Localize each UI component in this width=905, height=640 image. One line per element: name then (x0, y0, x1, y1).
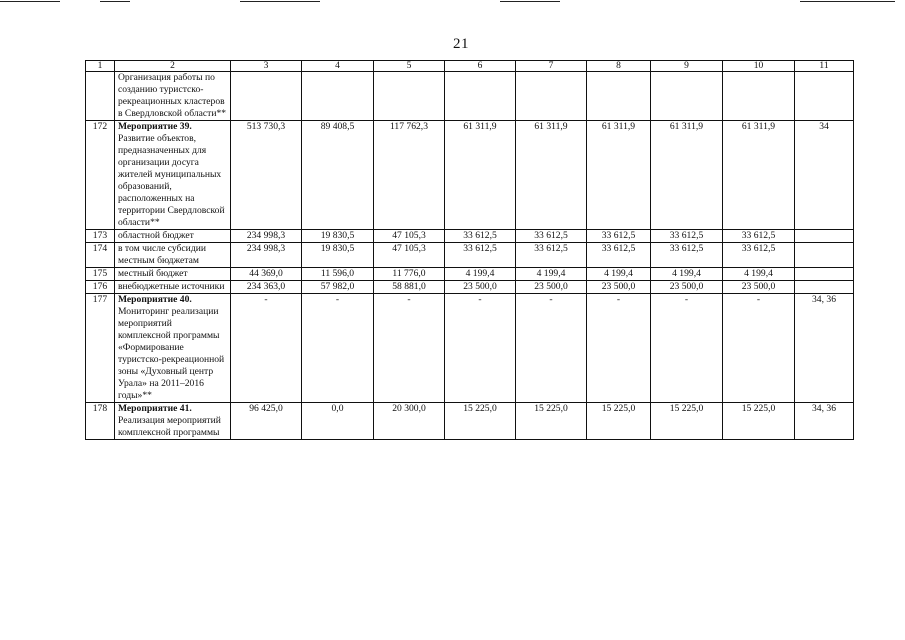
amount-cell: 33 612,5 (587, 243, 651, 268)
amount-cell: 33 612,5 (516, 243, 587, 268)
item-text: областной бюджет (118, 230, 194, 241)
amount-cell: 234 998,3 (231, 230, 302, 243)
item-text: Мониторинг реализации мероприятий комплексной программы «Формирование туристско-рекреационной зоны «Духовный центр Урала» на 2011–2016 годы»** (118, 306, 225, 401)
amount-cell: 47 105,3 (374, 230, 445, 243)
amount-cell: 0,0 (302, 403, 374, 440)
amount-cell: 19 830,5 (302, 243, 374, 268)
amount-cell: - (723, 294, 795, 403)
amount-cell: 33 612,5 (516, 230, 587, 243)
scan-edge-line (800, 1, 895, 2)
amount-cell: 15 225,0 (723, 403, 795, 440)
amount-cell: 20 300,0 (374, 403, 445, 440)
amount-cell: 23 500,0 (445, 281, 516, 294)
item-description (115, 121, 231, 230)
amount-cell: 33 612,5 (723, 243, 795, 268)
amount-cell (445, 72, 516, 121)
amount-cell: - (651, 294, 723, 403)
amount-cell: 15 225,0 (516, 403, 587, 440)
item-text: Организация работы по созданию туристско-рекреационных кластеров в Свердловской области** (118, 72, 227, 119)
target-reference: 34, 36 (795, 294, 854, 403)
amount-cell: 89 408,5 (302, 121, 374, 230)
amount-cell: 61 311,9 (445, 121, 516, 230)
column-number-header: 3 (231, 61, 302, 72)
column-number-header: 10 (723, 61, 795, 72)
target-reference: 34 (795, 121, 854, 230)
table-row (86, 243, 854, 268)
amount-cell: - (231, 294, 302, 403)
target-reference (795, 230, 854, 243)
amount-cell (516, 72, 587, 121)
amount-cell: - (516, 294, 587, 403)
amount-cell: 4 199,4 (445, 268, 516, 281)
item-title: Мероприятие 39. (118, 121, 192, 132)
amount-cell: 234 998,3 (231, 243, 302, 268)
item-description (115, 403, 231, 440)
amount-cell: - (374, 294, 445, 403)
row-number: 177 (86, 294, 115, 403)
item-description (115, 243, 231, 268)
column-number-header: 7 (516, 61, 587, 72)
table-row (86, 72, 854, 121)
amount-cell: 33 612,5 (587, 230, 651, 243)
item-text: Развитие объектов, предназначенных для организации досуга жителей муниципальных образований, расположенных на территории Свердловской области** (118, 133, 225, 228)
row-number: 178 (86, 403, 115, 440)
column-number-header: 6 (445, 61, 516, 72)
amount-cell (231, 72, 302, 121)
target-reference: 34, 36 (795, 403, 854, 440)
page-number: 21 (453, 36, 469, 52)
row-number (86, 72, 115, 121)
amount-cell (651, 72, 723, 121)
amount-cell: 33 612,5 (445, 243, 516, 268)
scan-edge-line (100, 1, 130, 2)
item-title: Мероприятие 41. (118, 403, 192, 414)
row-number: 176 (86, 281, 115, 294)
row-number: 173 (86, 230, 115, 243)
row-number: 175 (86, 268, 115, 281)
amount-cell: 57 982,0 (302, 281, 374, 294)
amount-cell: 23 500,0 (587, 281, 651, 294)
amount-cell: 33 612,5 (445, 230, 516, 243)
item-description (115, 72, 231, 121)
amount-cell: - (445, 294, 516, 403)
amount-cell: 11 776,0 (374, 268, 445, 281)
amount-cell: 23 500,0 (723, 281, 795, 294)
target-reference (795, 243, 854, 268)
amount-cell: 15 225,0 (445, 403, 516, 440)
amount-cell (302, 72, 374, 121)
amount-cell: 4 199,4 (587, 268, 651, 281)
amount-cell: 61 311,9 (651, 121, 723, 230)
amount-cell (587, 72, 651, 121)
amount-cell: 61 311,9 (723, 121, 795, 230)
amount-cell: 513 730,3 (231, 121, 302, 230)
amount-cell: 4 199,4 (651, 268, 723, 281)
column-number-header: 5 (374, 61, 445, 72)
amount-cell: - (587, 294, 651, 403)
table-row (86, 403, 854, 440)
amount-cell: 4 199,4 (723, 268, 795, 281)
amount-cell: 19 830,5 (302, 230, 374, 243)
row-number: 174 (86, 243, 115, 268)
amount-cell: 58 881,0 (374, 281, 445, 294)
amount-cell: 234 363,0 (231, 281, 302, 294)
table-header-row (86, 61, 854, 72)
table-row (86, 268, 854, 281)
column-number-header: 11 (795, 61, 854, 72)
amount-cell: 4 199,4 (516, 268, 587, 281)
item-text: Реализация мероприятий комплексной программы (118, 415, 221, 438)
table-row (86, 121, 854, 230)
target-reference (795, 72, 854, 121)
amount-cell: 61 311,9 (587, 121, 651, 230)
item-text: местный бюджет (118, 268, 188, 279)
amount-cell: 44 369,0 (231, 268, 302, 281)
scan-edge-line (0, 1, 60, 2)
item-description (115, 230, 231, 243)
amount-cell: - (302, 294, 374, 403)
table-row (86, 281, 854, 294)
item-text: в том числе субсидии местным бюджетам (118, 243, 206, 266)
amount-cell: 117 762,3 (374, 121, 445, 230)
item-description (115, 281, 231, 294)
column-number-header: 2 (115, 61, 231, 72)
amount-cell: 33 612,5 (651, 230, 723, 243)
table-row (86, 230, 854, 243)
column-number-header: 1 (86, 61, 115, 72)
column-number-header: 4 (302, 61, 374, 72)
amount-cell: 96 425,0 (231, 403, 302, 440)
amount-cell: 33 612,5 (723, 230, 795, 243)
row-number: 172 (86, 121, 115, 230)
column-number-header: 8 (587, 61, 651, 72)
amount-cell: 33 612,5 (651, 243, 723, 268)
item-title: Мероприятие 40. (118, 294, 192, 305)
item-description (115, 294, 231, 403)
scan-edge-line (500, 1, 560, 2)
amount-cell: 11 596,0 (302, 268, 374, 281)
amount-cell (374, 72, 445, 121)
item-text: внебюджетные источники (118, 281, 225, 292)
column-number-header: 9 (651, 61, 723, 72)
scan-edge-line (240, 1, 320, 2)
target-reference (795, 281, 854, 294)
amount-cell: 23 500,0 (651, 281, 723, 294)
amount-cell: 47 105,3 (374, 243, 445, 268)
budget-table (85, 60, 854, 440)
item-description (115, 268, 231, 281)
amount-cell: 15 225,0 (587, 403, 651, 440)
target-reference (795, 268, 854, 281)
amount-cell: 15 225,0 (651, 403, 723, 440)
table-row (86, 294, 854, 403)
amount-cell (723, 72, 795, 121)
amount-cell: 61 311,9 (516, 121, 587, 230)
amount-cell: 23 500,0 (516, 281, 587, 294)
